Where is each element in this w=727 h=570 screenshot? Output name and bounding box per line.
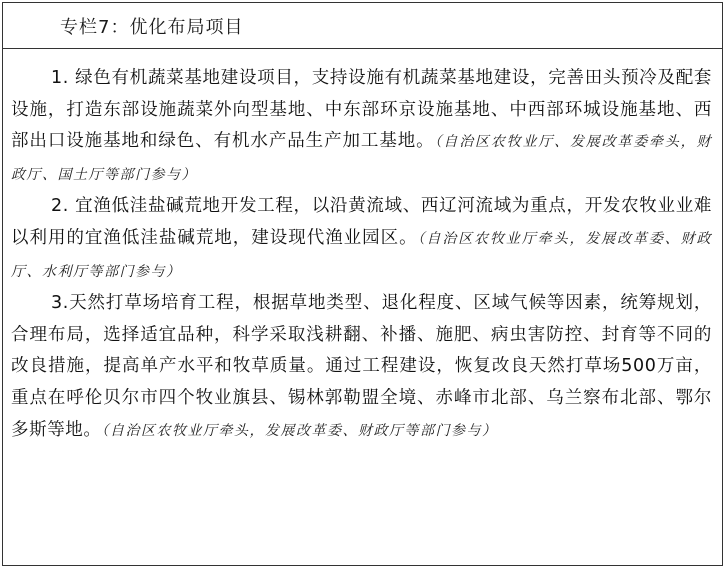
item-text: 1. 绿色有机蔬菜基地建设项目，支持设施有机蔬菜基地建设，完善田头预冷及配套设施，打造东部设施蔬菜外向型基地、中东部环京设施基地、中西部环城设施基地、西部出口设施基地和绿色、有机水产品生产加工基地。 [11, 68, 712, 152]
feature-box [2, 2, 723, 566]
item-note: （自治区农牧业厅牵头，发展改革委、财政厅、水利厅等部门参与） [11, 230, 713, 280]
item-paragraph [11, 288, 712, 447]
item-paragraph [11, 63, 712, 191]
title-row [3, 3, 722, 49]
item-note: （自治区农牧业厅、发展改革委牵头，财政厅、国土厅等部门参与） [11, 134, 712, 183]
item-text: 2. 宜渔低洼盐碱荒地开发工程，以沿黄流域、西辽河流域为重点，开发农牧业业难以利用的宜渔低洼盐碱荒地，建设现代渔业园区。 [11, 196, 712, 248]
box-body [3, 49, 722, 447]
box-title: 专栏7：优化布局项目 [60, 16, 244, 38]
item-text: 3.天然打草场培育工程，根据草地类型、退化程度、区域气候等因素，统筹规划，合理布局，选择适宜品种，科学采取浅耕翻、补播、施肥、病虫害防控、封育等不同的改良措施，提高单产水平和牧草质量。通过工程建设，恢复改良天然打草场500万亩，重点在呼伦贝尔市四个牧业旗县、锡林郭勒盟全境、赤峰市北部、乌兰察布北部、鄂尔多斯等地。 [11, 293, 712, 440]
item-note: （自治区农牧业厅牵头，发展改革委、财政厅等部门参与） [101, 422, 498, 439]
item-paragraph [11, 191, 712, 288]
